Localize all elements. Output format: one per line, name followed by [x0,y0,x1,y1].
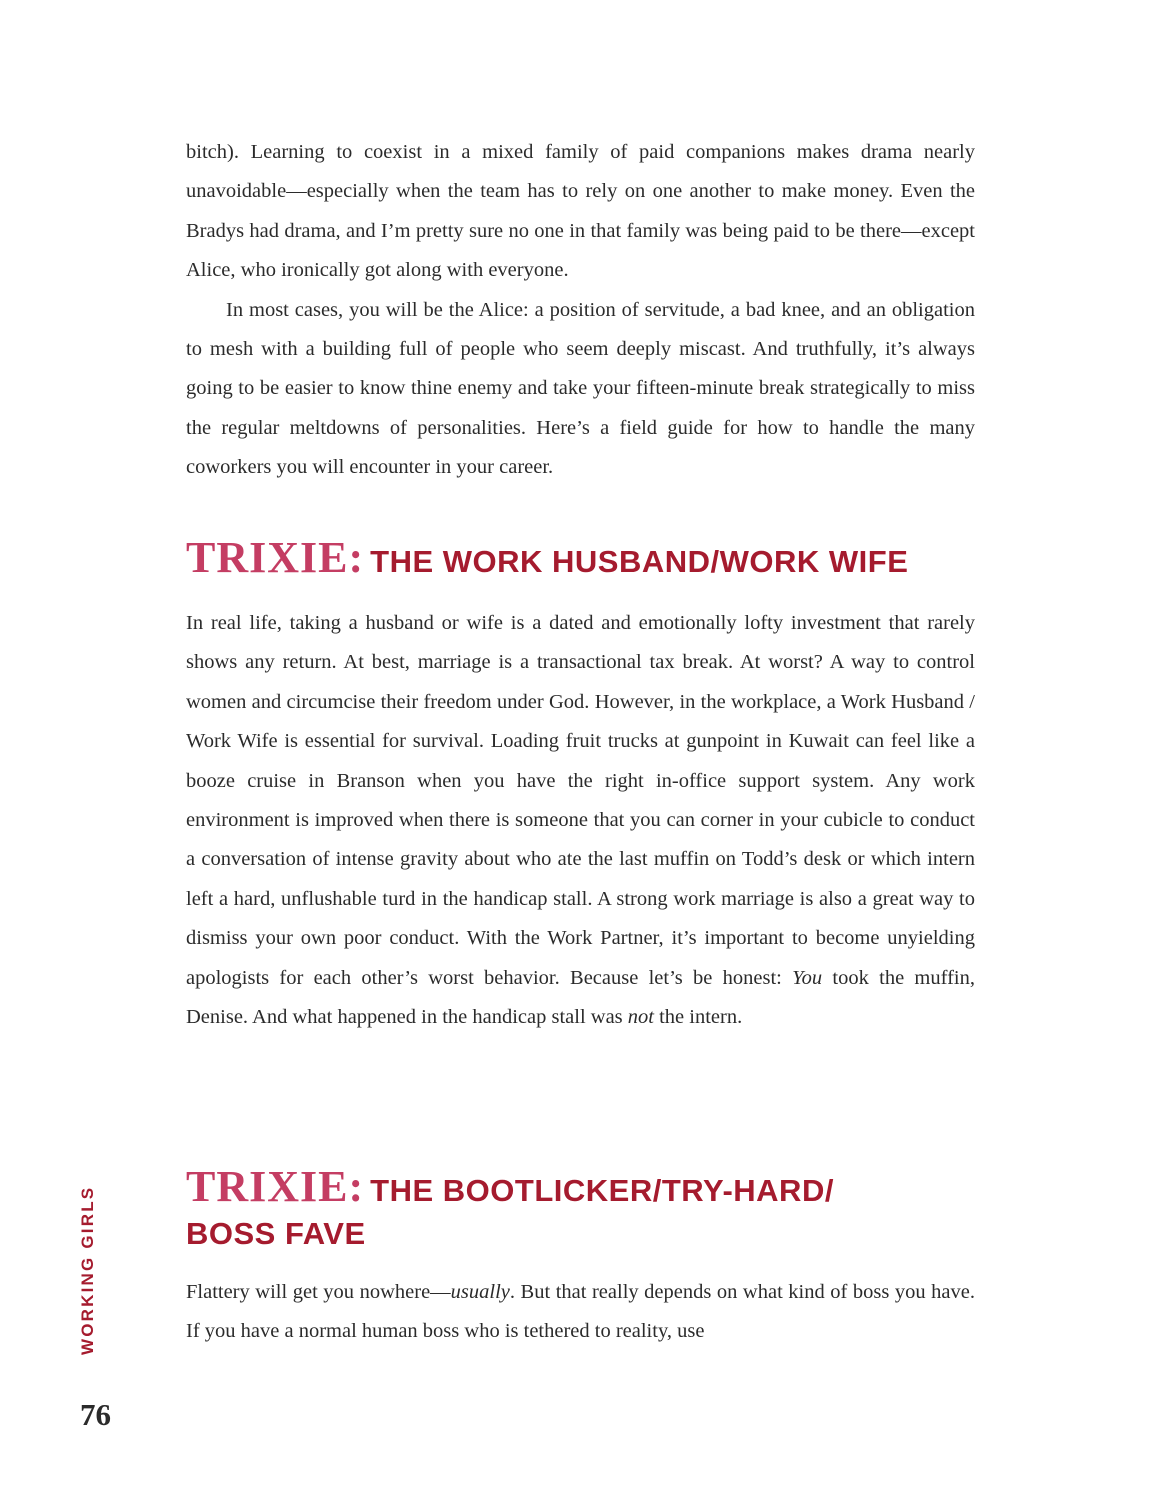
work-husband-paragraph [186,604,975,1037]
heading-trixie-label: TRIXIE: [186,1162,365,1211]
work-husband-section-body [186,604,975,1037]
heading-title: THE WORK HUSBAND/WORK WIFE [370,544,909,579]
emphasis-text: not [627,1006,654,1029]
intro-block [186,133,975,488]
section-heading-work-husband [186,533,986,585]
body-text: Flattery will get you nowhere— [186,1281,451,1303]
body-text: took the muffin, Denise. And what happened in the handicap stall was [186,966,975,1029]
emphasis-text: You [792,966,823,989]
body-text: the intern. [653,1006,743,1029]
running-section-label: WORKING GIRLS [78,1185,97,1355]
page-number: 76 [80,1397,111,1432]
emphasis-text: usually [450,1281,510,1303]
heading-trixie-label: TRIXIE: [186,533,365,582]
body-text: . But that really depends on what kind of boss you have. If you have a normal human boss who is tethered to reality, use [186,1281,975,1343]
body-text: In real life, taking a husband or wife is a dated and emotionally lofty investment that rarely shows any return. At best, marriage is a transactional tax break. At worst? A way to control women and circumcise their freedom under God. However, in the workplace, a Work Husband / Work Wife is essential for survival. Loading fruit trucks at gunpoint in Kuwait can feel like a booze cruise in Branson when you have the right in-office support system. Any work environment is improved when there is someone that you can corner in your cubicle to conduct a conversation of intense gravity about who ate the last muffin on Todd’s desk or which intern left a hard, unflushable turd in the handicap stall. A strong work marriage is also a great way to dismiss your own poor conduct. With the Work Partner, it’s important to become unyielding apologists for each other’s worst behavior. Because let’s be honest: [186,612,975,989]
intro-paragraph-1: bitch). Learning to coexist in a mixed family of paid companions makes drama nearly unavoidable—especially when the team has to rely on one another to make money. Even the Bradys had drama, and I’m pretty sure no one in that family was being paid to be there—except Alice, who ironically got along with everyone. [186,141,975,282]
intro-paragraph-2: In most cases, you will be the Alice: a position of servitude, a bad knee, and an obligation to mesh with a building full of people who seem deeply miscast. And truthfully, it’s always going to be easier to know thine enemy and take your fifteen-minute break strategically to miss the regular meltdowns of personalities. Here’s a field guide for how to handle the many coworkers you will encounter in your career. [186,298,975,479]
heading-title-line-2: BOSS FAVE [186,1216,366,1251]
bootlicker-paragraph [186,1273,975,1352]
bootlicker-section-body [186,1273,975,1352]
section-heading-bootlicker [186,1162,986,1257]
heading-title-line-1: THE BOOTLICKER/TRY-HARD/ [370,1173,834,1208]
